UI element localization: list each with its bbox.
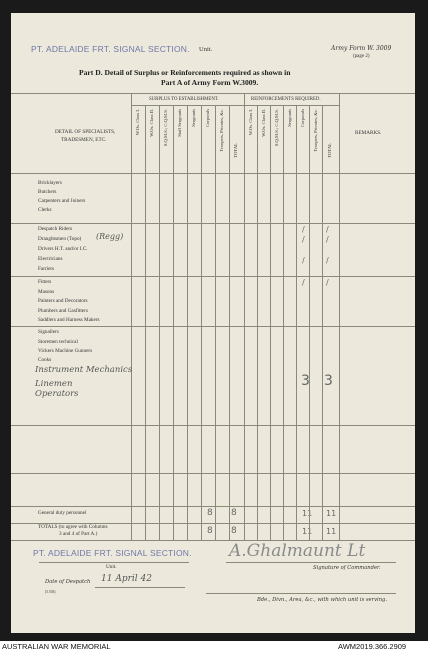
reinf-col-total: TOTAL	[327, 143, 332, 158]
reinf-col-troopers: Troopers, Privates, &c.	[313, 109, 318, 152]
mark-fitters-troopers: /	[302, 278, 305, 287]
mark-instrument-total: 3	[324, 373, 333, 389]
reinf-col-wo2: W.Os. Class II.	[261, 109, 266, 137]
surplus-col-staff-sgt: Staff Sergeants	[177, 109, 182, 137]
column-divider	[187, 105, 188, 540]
mark-draughtsmen-troopers: /	[302, 235, 305, 244]
mark-totals-reinf-total: 11	[326, 527, 337, 536]
unit-label: Unit.	[199, 46, 213, 53]
mark-totals-surplus-total: 8	[231, 526, 237, 536]
draughtsmen-note: (Regg)	[96, 232, 124, 241]
row-masons: Masons	[38, 289, 55, 295]
mark-fitters-total: /	[326, 278, 329, 287]
print-code: (5.503)	[45, 590, 56, 594]
page-ref: (page 2)	[353, 54, 370, 59]
surplus-col-total: TOTAL	[233, 143, 238, 158]
footer-left: AUSTRALIAN WAR MEMORIAL	[2, 642, 111, 651]
mark-electricians-troopers: /	[302, 256, 305, 265]
reinf-col-sgt: Sergeants	[287, 109, 292, 127]
mark-totals-surplus-troopers: 8	[207, 526, 213, 536]
mark-despatch-troopers: /	[302, 225, 305, 234]
reinf-col-wo1: W.Os. Class I.	[248, 109, 253, 136]
mark-general-surplus-total: 8	[231, 508, 237, 518]
row-cooks: Cooks	[38, 357, 52, 363]
column-divider	[283, 105, 284, 540]
column-divider	[270, 105, 271, 540]
surplus-col-sqms: S.Q.M.S.; C.Q.M.S.	[163, 109, 168, 147]
column-divider	[309, 105, 310, 540]
detail-header-line1: DETAIL OF SPECIALISTS,	[55, 129, 116, 135]
form-page	[11, 13, 415, 633]
form-title-line2: Part A of Army Form W.3009.	[161, 78, 259, 87]
row-draughtsmen: Draughtsmen (Topo)	[38, 236, 82, 242]
mark-despatch-total: /	[326, 225, 329, 234]
column-divider	[145, 105, 146, 540]
surplus-col-troopers: Troopers, Privates, &c.	[219, 109, 224, 152]
row-storemen: Storemen technical	[38, 339, 78, 345]
column-divider	[257, 105, 258, 540]
row-instrument-mechanics: Instrument Mechanics	[35, 365, 133, 375]
row-painters: Painters and Decorators	[38, 298, 88, 304]
footer-right: AWM2019.366.2909	[338, 642, 407, 651]
row-bricklayers: Bricklayers	[38, 180, 62, 186]
unit-stamp: PT. ADELAIDE FRT. SIGNAL SECTION.	[31, 44, 190, 54]
row-plumbers: Plumbers and Gasfitters	[38, 308, 88, 314]
row-despatch-riders: Despatch Riders	[38, 226, 73, 232]
row-electricians: Electricians	[38, 256, 63, 262]
signature-caption: Signature of Commander.	[313, 565, 381, 571]
form-ref: Army Form W. 3009	[331, 45, 392, 52]
mark-totals-reinf-troopers: 11	[302, 527, 313, 536]
remarks-header: REMARKS.	[355, 130, 382, 136]
surplus-header: SURPLUS TO ESTABLISHMENT.	[149, 97, 219, 102]
column-divider	[229, 105, 230, 540]
column-divider	[173, 105, 174, 540]
column-divider	[159, 105, 160, 540]
surplus-col-wo2: W.Os. Class II.	[149, 109, 154, 137]
row-drivers: Drivers H.T. and/or I.C.	[38, 246, 88, 252]
reinf-col-cpl: Corporals	[300, 109, 305, 128]
mark-general-reinf-troopers: 11	[302, 509, 313, 518]
row-butchers: Butchers	[38, 189, 57, 195]
mark-general-reinf-total: 11	[326, 509, 337, 518]
column-divider	[296, 105, 297, 540]
general-duty-label: General duty personnel	[38, 510, 87, 516]
form-title-line1: Part D. Detail of Surplus or Reinforcements required as shown in	[79, 68, 291, 77]
column-divider	[322, 105, 323, 540]
column-divider	[215, 105, 216, 540]
totals-label2: 3 and 4 of Part A.)	[59, 531, 98, 537]
surplus-col-sgt: Sergeants	[191, 109, 196, 127]
despatch-date: 11 April 42	[101, 574, 152, 584]
row-operators: Operators	[35, 389, 79, 399]
archive-footer	[0, 641, 428, 653]
row-vickers: Vickers Machine Gunners	[38, 348, 93, 354]
bottom-note: Bde., Divn., Area, &c., with which unit is serving.	[257, 597, 388, 603]
reinforcements-header: REINFORCEMENTS REQUIRED.	[251, 97, 321, 102]
row-saddlers: Saddlers and Harness Makers	[38, 317, 100, 323]
totals-label: TOTALS (to agree with Columns	[38, 524, 108, 530]
column-divider	[201, 105, 202, 540]
commander-signature: A.Ghalmaunt Lt	[229, 541, 366, 561]
row-signallers: Signallers	[38, 329, 59, 335]
mark-general-surplus-troopers: 8	[207, 508, 213, 518]
surplus-col-wo1: W.Os. Class I.	[135, 109, 140, 136]
mark-draughtsmen-total: /	[326, 235, 329, 244]
despatch-label: Date of Despatch	[45, 579, 91, 585]
detail-header-line2: TRADESMEN, ETC.	[61, 137, 107, 143]
signoff-unit-stamp: PT. ADELAIDE FRT. SIGNAL SECTION.	[33, 548, 192, 558]
row-linemen: Linemen	[35, 379, 73, 389]
row-farriers: Farriers	[38, 266, 55, 272]
row-clerks: Clerks	[38, 207, 52, 213]
row-fitters: Fitters	[38, 279, 52, 285]
mark-instrument-troopers: 3	[301, 373, 310, 389]
row-carpenters: Carpenters and Joiners	[38, 198, 86, 204]
reinf-col-sqms: S.Q.M.S.; C.Q.M.S.	[274, 109, 279, 147]
surplus-col-cpl: Corporals	[205, 109, 210, 128]
signoff-unit-caption: Unit.	[106, 564, 117, 570]
mark-electricians-total: /	[326, 256, 329, 265]
